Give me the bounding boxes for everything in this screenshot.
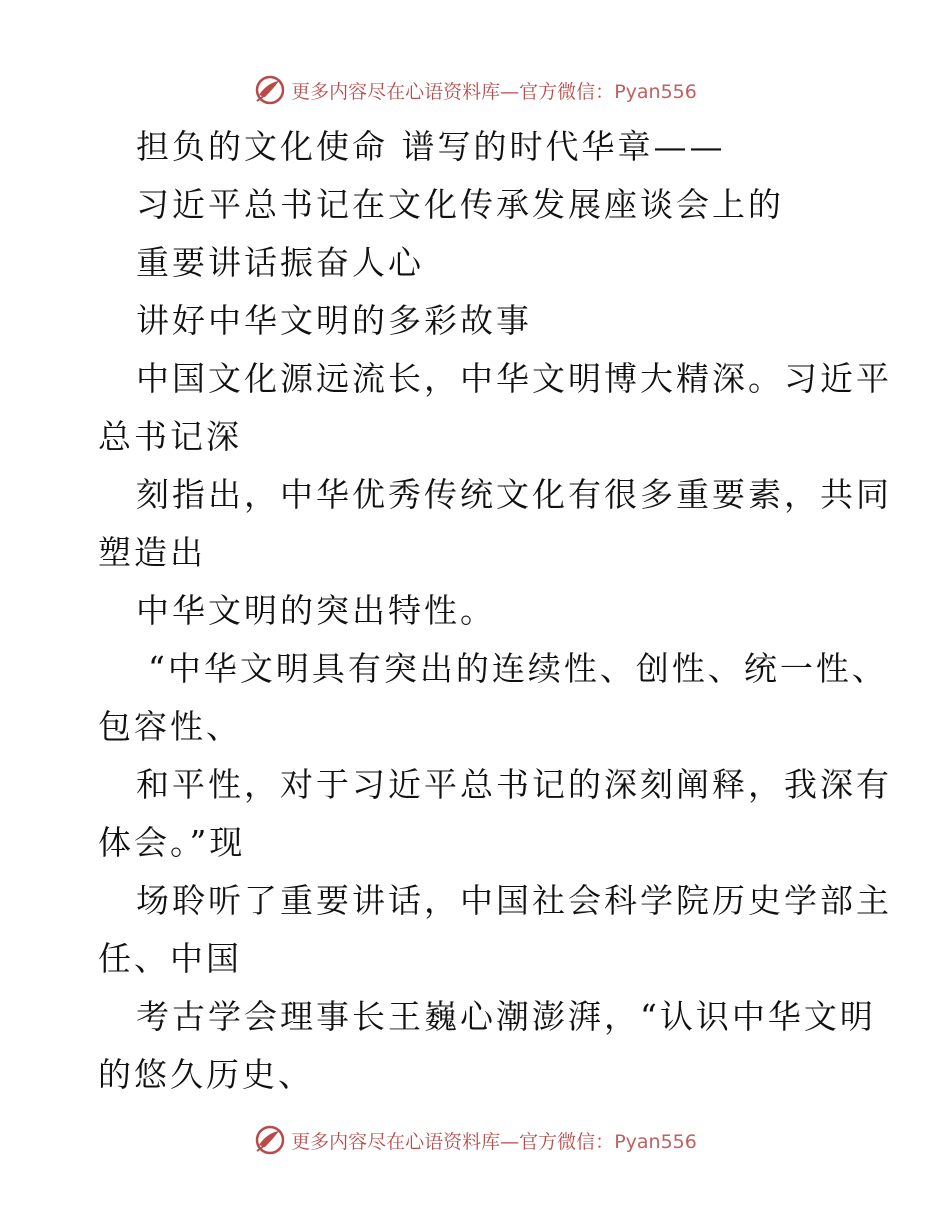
- pen-logo-icon: [253, 1123, 287, 1157]
- pen-logo-icon: [253, 73, 287, 107]
- watermark-id: Pyan556: [614, 80, 697, 103]
- text-line: 刻指出，中华优秀传统文化有很多重要素，共同: [136, 475, 892, 514]
- text-line: 担负的文化使命 谱写的时代华章——: [136, 127, 726, 166]
- text-line: 习近平总书记在文化传承发展座谈会上的: [136, 185, 784, 224]
- text-line: 塑造出: [98, 533, 206, 572]
- text-line: 中国文化源远流长，中华文明博大精深。习近平: [136, 359, 892, 398]
- text-line: “中华文明具有突出的连续性、创性、统一性、: [148, 649, 888, 688]
- watermark-site: 更多内容尽在心语资料库: [291, 1130, 501, 1153]
- text-line: 任、中国: [98, 939, 242, 978]
- watermark-official: 官方微信：: [519, 1130, 615, 1153]
- text-line: 考古学会理事长王巍心潮澎湃，“认识中华文明: [136, 997, 876, 1036]
- text-line: 的悠久历史、: [98, 1055, 314, 1094]
- text-line: 讲好中华文明的多彩故事: [136, 301, 532, 340]
- watermark-dash: —: [500, 1130, 520, 1153]
- text-line: 和平性，对于习近平总书记的深刻阐释，我深有: [136, 765, 892, 804]
- watermark-id: Pyan556: [614, 1130, 697, 1153]
- watermark-text: [291, 77, 697, 104]
- watermark-official: 官方微信：: [519, 80, 615, 103]
- text-line: 总书记深: [98, 417, 242, 456]
- text-line: 包容性、: [98, 707, 242, 746]
- watermark-dash: —: [500, 80, 520, 103]
- watermark-site: 更多内容尽在心语资料库: [291, 80, 501, 103]
- watermark-text: [291, 1127, 697, 1154]
- text-line: 中华文明的突出特性。: [136, 591, 496, 630]
- header-watermark: [0, 70, 950, 110]
- text-line: 重要讲话振奋人心: [136, 243, 424, 282]
- footer-watermark: [0, 1120, 950, 1160]
- text-line: 体会。”现: [98, 823, 246, 862]
- text-line: 场聆听了重要讲话，中国社会科学院历史学部主: [136, 881, 892, 920]
